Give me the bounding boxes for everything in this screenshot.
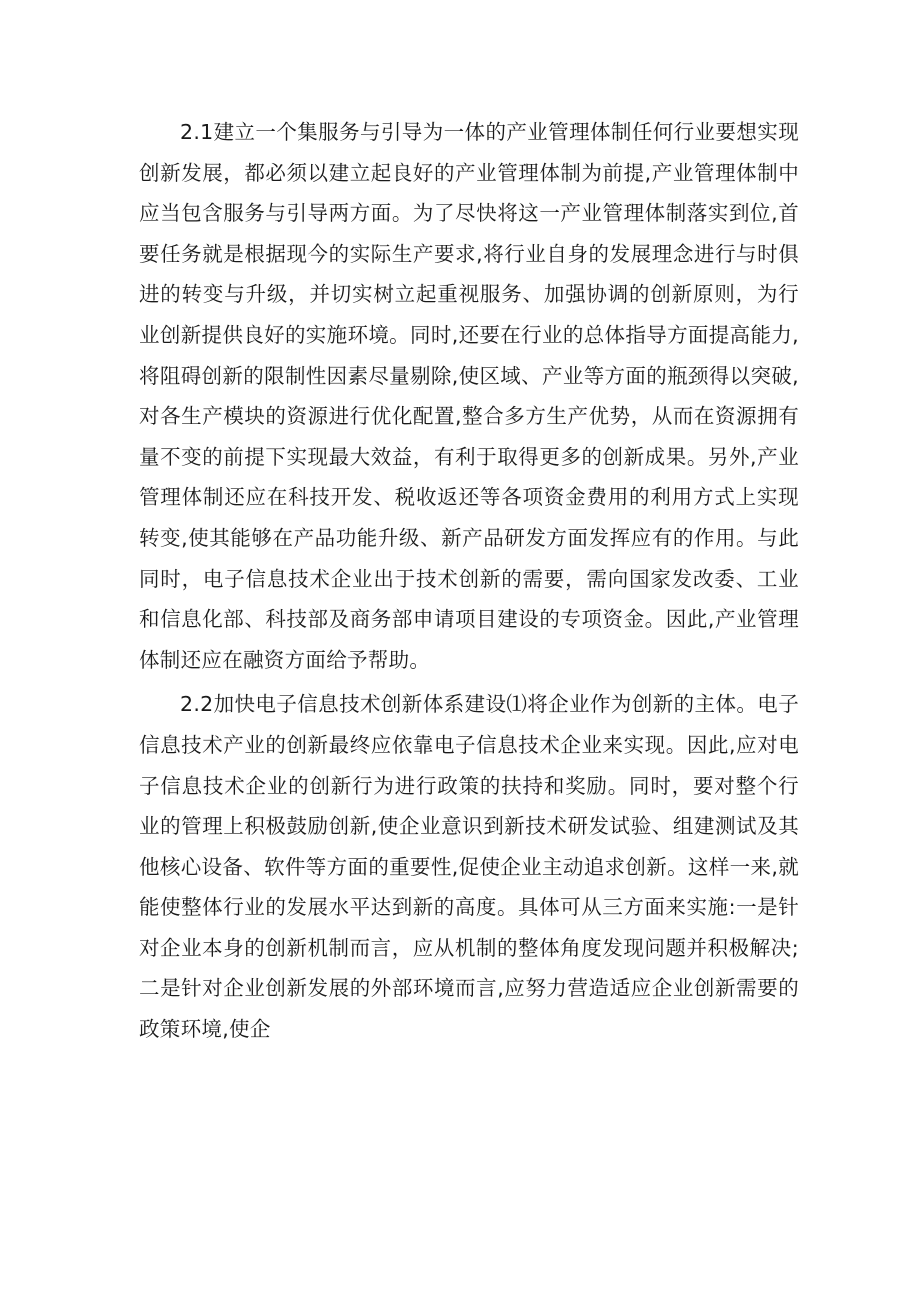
paragraph-2-1: 2.1建立一个集服务与引导为一体的产业管理体制任何行业要想实现创新发展，都必须以建立起良好的产业管理体制为前提,产业管理体制中应当包含服务与引导两方面。为了尽快将这一产业管理体制落实到位,首要任务就是根据现今的实际生产要求,将行业自身的发展理念进行与时俱进的转变与升级，并切实树立起重视服务、加强协调的创新原则，为行业创新提供良好的实施环境。同时,还要在行业的总体指导方面提高能力,将阻碍创新的限制性因素尽量剔除,使区域、产业等方面的瓶颈得以突破,对各生产模块的资源进行优化配置,整合多方生产优势，从而在资源拥有量不变的前提下实现最大效益，有利于取得更多的创新成果。另外,产业管理体制还应在科技开发、税收返还等各项资金费用的利用方式上实现转变,使其能够在产品功能升级、新产品研发方面发挥应有的作用。与此同时，电子信息技术企业出于技术创新的需要，需向国家发改委、工业和信息化部、科技部及商务部申请项目建设的专项资金。因此,产业管理体制还应在融资方面给予帮助。 — [139, 120, 799, 672]
document-body — [139, 112, 799, 1054]
paragraph-2-2: 2.2加快电子信息技术创新体系建设⑴将企业作为创新的主体。电子信息技术产业的创新最终应依靠电子信息技术企业来实现。因此,应对电子信息技术企业的创新行为进行政策的扶持和奖励。同时，要对整个行业的管理上积极鼓励创新,使企业意识到新技术研发试验、组建测试及其他核心设备、软件等方面的重要性,促使企业主动追求创新。这样一来,就能使整体行业的发展水平达到新的高度。具体可从三方面来实施:一是针对企业本身的创新机制而言，应从机制的整体角度发现问题并积极解决;二是针对企业创新发展的外部环境而言,应努力营造适应企业创新需要的政策环境,使企 — [139, 692, 799, 1042]
